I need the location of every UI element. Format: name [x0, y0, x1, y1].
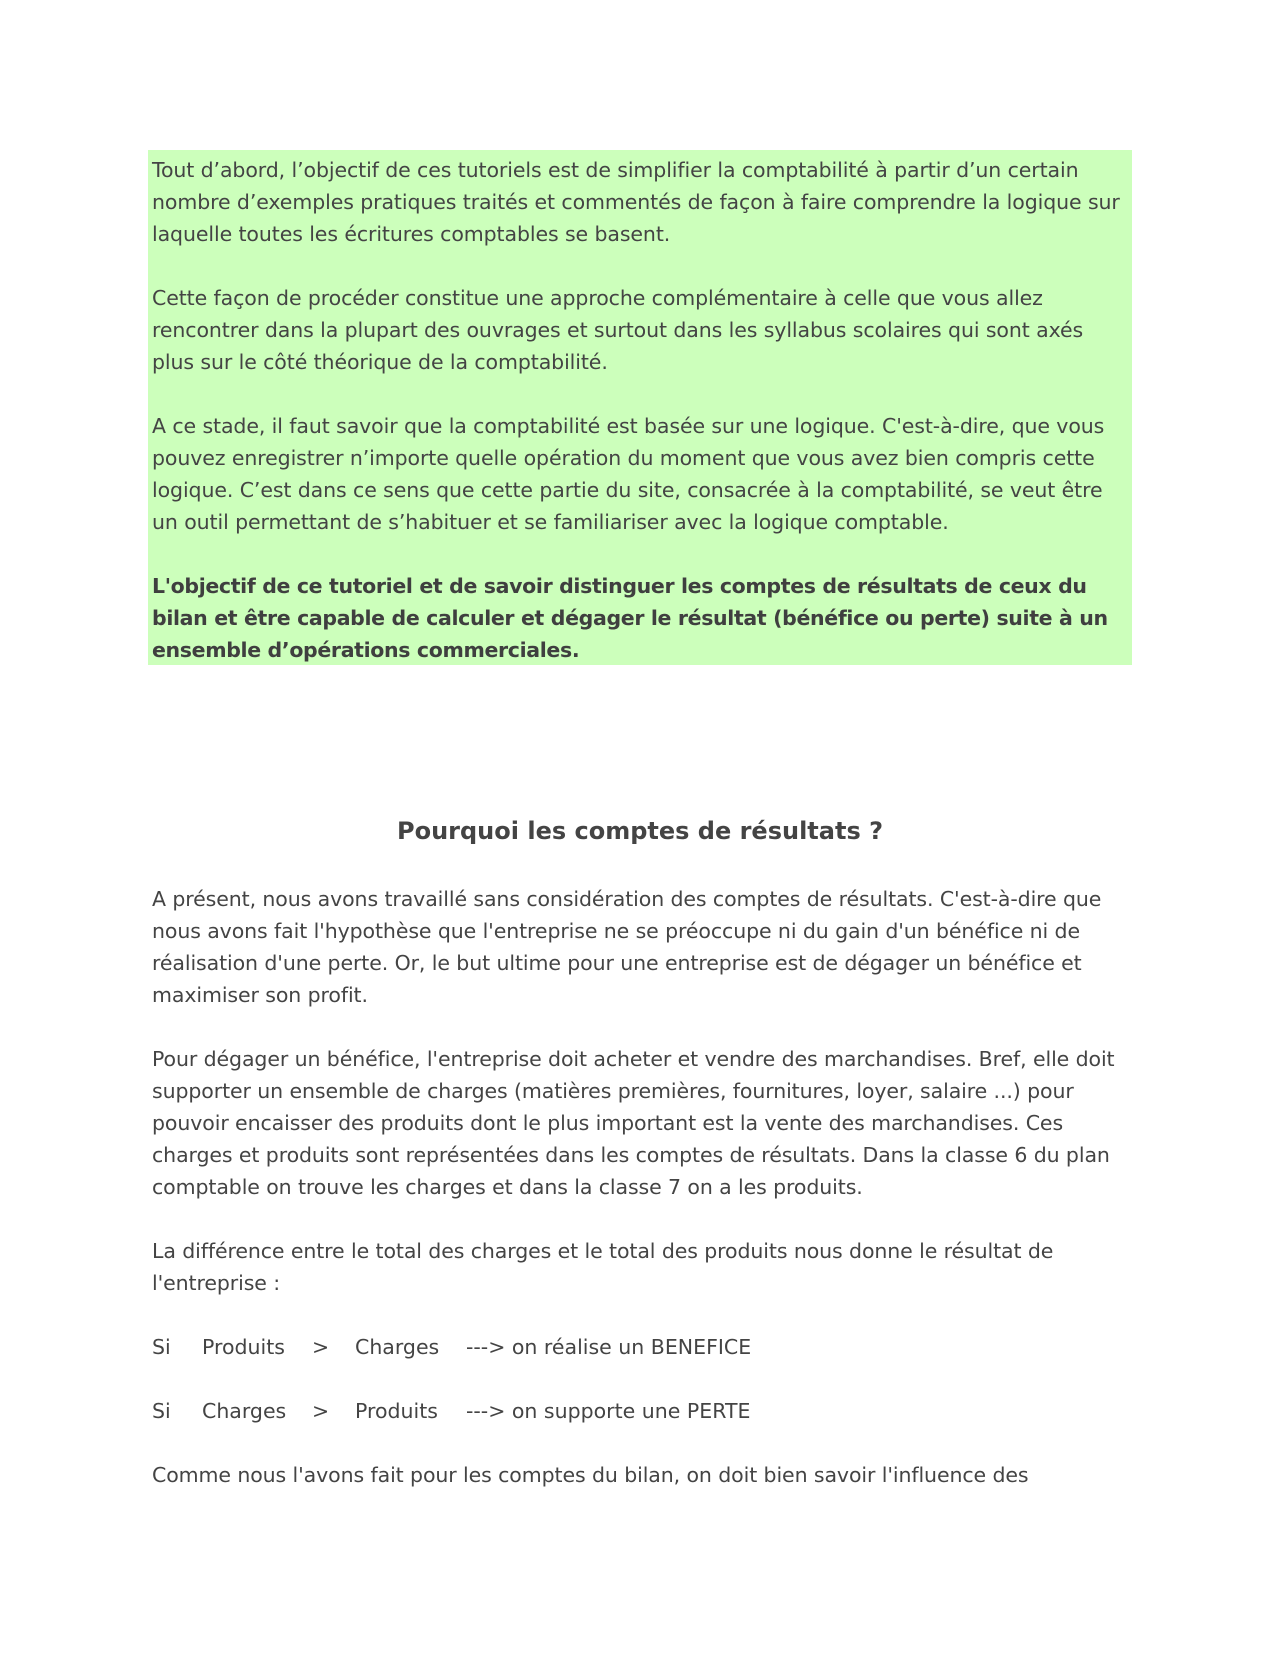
section-title: Pourquoi les comptes de résultats ?	[397, 817, 883, 845]
section-paragraph-1: A présent, nous avons travaillé sans considération des comptes de résultats. C'est-à-dire que nous avons fait l'hypothèse que l'entreprise ne se préoccupe ni du gain d'un bénéfice ni de réalisation d'une perte. Or, le but ultime pour une entreprise est de dégager un bénéfice et maximiser son profit.	[152, 887, 1102, 1007]
rule-benefice	[152, 1331, 1132, 1363]
section-closing: Comme nous l'avons fait pour les comptes du bilan, on doit bien savoir l'influence des	[152, 1463, 1029, 1487]
rule-si: Si	[152, 1335, 171, 1359]
intro-highlight-box	[148, 150, 1132, 665]
section-body	[152, 883, 1132, 1491]
intro-objective: L'objectif de ce tutoriel et de savoir distinguer les comptes de résultats de ceux du bilan et être capable de calculer et dégager le résultat (bénéfice ou perte) suite à un ensemble d’opérations commerciales.	[152, 574, 1108, 662]
intro-paragraph-2: Cette façon de procéder constitue une approche complémentaire à celle que vous allez rencontrer dans la plupart des ouvrages et surtout dans les syllabus scolaires qui sont axés plus sur le côté théorique de la comptabilité.	[152, 286, 1084, 374]
section-paragraph-3: La différence entre le total des charges et le total des produits nous donne le résultat de l'entreprise :	[152, 1239, 1054, 1295]
rule-right-term: Produits	[355, 1399, 438, 1423]
rule-si: Si	[152, 1399, 171, 1423]
rule-operator: >	[312, 1399, 330, 1423]
rule-operator: >	[312, 1335, 330, 1359]
intro-paragraph-1: Tout d’abord, l’objectif de ces tutoriels est de simplifier la comptabilité à partir d’un certain nombre d’exemples pratiques traités et commentés de façon à faire comprendre la logique sur laquelle toutes les écritures comptables se basent.	[152, 158, 1120, 246]
rule-left-term: Charges	[202, 1399, 287, 1423]
rule-result: ---> on supporte une PERTE	[466, 1399, 751, 1423]
rule-result: ---> on réalise un BENEFICE	[466, 1335, 752, 1359]
rule-perte	[152, 1395, 1132, 1427]
section-paragraph-2: Pour dégager un bénéfice, l'entreprise doit acheter et vendre des marchandises. Bref, elle doit supporter un ensemble de charges (matières premières, fournitures, loyer, salaire ...) pour pouvoir encaisser des produits dont le plus important est la vente des marchandises. Ces charges et produits sont représentées dans les comptes de résultats. Dans la classe 6 du plan comptable on trouve les charges et dans la classe 7 on a les produits.	[152, 1047, 1115, 1199]
rule-left-term: Produits	[202, 1335, 285, 1359]
rule-right-term: Charges	[355, 1335, 440, 1359]
intro-paragraph-3: A ce stade, il faut savoir que la comptabilité est basée sur une logique. C'est-à-dire, que vous pouvez enregistrer n’importe quelle opération du moment que vous avez bien compris cette logique. C’est dans ce sens que cette partie du site, consacrée à la comptabilité, se veut être un outil permettant de s’habituer et se familiariser avec la logique comptable.	[152, 414, 1105, 534]
